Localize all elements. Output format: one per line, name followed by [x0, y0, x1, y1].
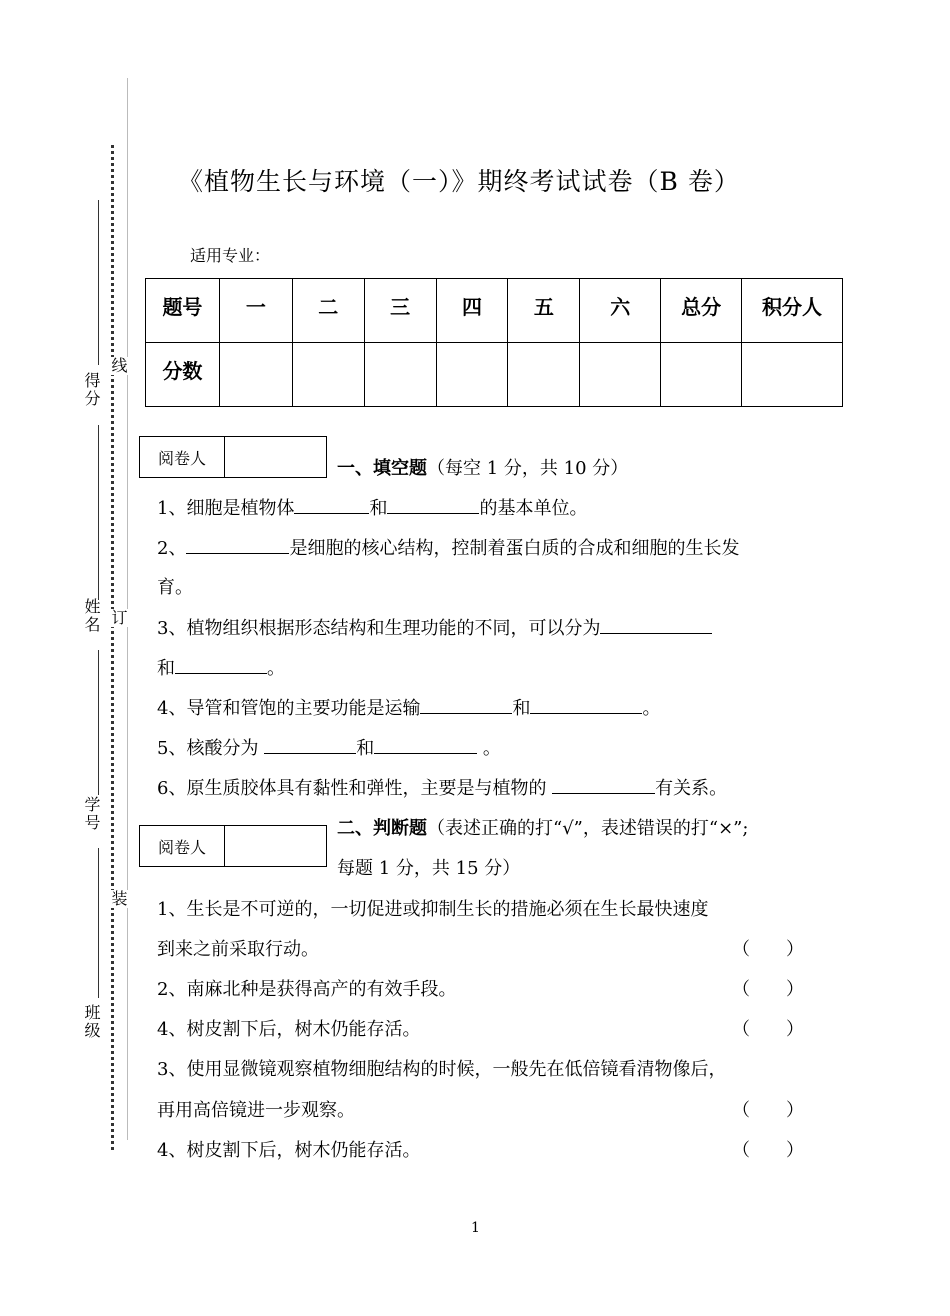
question-6	[157, 774, 727, 800]
reviewer-blank	[225, 826, 326, 866]
page-title: 《植物生长与环境（一）》期终考试试卷（B 卷）	[178, 167, 740, 196]
score-cell	[219, 343, 292, 407]
judgement-item-1-cont: 到来之前采取行动。	[157, 939, 319, 960]
question-3-cont	[157, 654, 285, 680]
judgement-item-3: 4、树皮割下后，树木仍能存活。	[157, 1019, 421, 1040]
score-table-header-row	[146, 279, 843, 343]
judgement-item-5: 4、树皮割下后，树木仍能存活。	[157, 1140, 421, 1161]
question-text: 3、植物组织根据形态结构和生理功能的不同，可以分为	[157, 618, 601, 639]
table-header-cell: 二	[292, 279, 364, 343]
question-text: 。	[477, 738, 501, 759]
question-text: 是细胞的核心结构，控制着蛋白质的合成和细胞的生长发	[289, 538, 740, 559]
question-2-cont: 育。	[157, 577, 193, 598]
section-2-title: 二、判断题	[337, 818, 427, 839]
question-1	[157, 494, 587, 520]
reviewer-label: 阅卷人	[140, 437, 225, 477]
table-header-cell: 五	[508, 279, 580, 343]
question-text: 的基本单位。	[479, 498, 588, 519]
score-cell	[436, 343, 508, 407]
score-table	[145, 278, 843, 407]
score-cell	[508, 343, 580, 407]
answer-blank	[530, 695, 642, 714]
answer-parentheses: （ ）	[732, 979, 804, 1000]
reviewer-blank	[225, 437, 326, 477]
reviewer-label: 阅卷人	[140, 826, 225, 866]
question-text: 2、	[157, 538, 187, 559]
question-text: 1、细胞是植物体	[157, 498, 295, 519]
judgement-item-1: 1、生长是不可逆的，一切促进或抑制生长的措施必须在生长最快速度	[157, 899, 709, 920]
answer-parentheses: （ ）	[732, 1019, 804, 1040]
question-text: 。	[642, 698, 661, 719]
section-1-title: 一、填空题	[337, 458, 427, 479]
section-1-heading	[337, 454, 628, 480]
binding-dotted-line	[111, 145, 114, 1150]
line-margin-label: 线	[109, 357, 128, 375]
score-table-score-row	[146, 343, 843, 407]
question-5	[157, 734, 501, 760]
question-3	[157, 614, 712, 640]
question-4	[157, 694, 660, 720]
staple-margin-label: 订	[109, 609, 128, 627]
table-header-cell: 一	[219, 279, 292, 343]
student-id-margin-label: 学号	[82, 796, 101, 832]
binding-segment	[98, 425, 99, 600]
binding-segment	[98, 200, 99, 365]
answer-parentheses: （ ）	[732, 1140, 804, 1161]
bind-margin-label: 装	[109, 890, 128, 908]
question-text: 和	[369, 498, 388, 519]
binding-segment	[98, 848, 99, 998]
question-text: 有关系。	[655, 778, 728, 799]
judgement-item-4: 3、使用显微镜观察植物细胞结构的时候，一般先在低倍镜看清物像后，	[157, 1059, 727, 1080]
question-text: 和	[356, 738, 375, 759]
binding-segment	[98, 650, 99, 795]
table-header-cell: 四	[436, 279, 508, 343]
section-2-note-cont: 每题 1 分，共 15 分）	[337, 858, 521, 879]
reviewer-box	[139, 436, 327, 478]
question-text: 6、原生质胶体具有黏性和弹性，主要是与植物的	[157, 778, 553, 799]
score-cell	[580, 343, 661, 407]
answer-parentheses: （ ）	[732, 939, 804, 960]
table-header-cell: 题号	[146, 279, 220, 343]
answer-blank	[420, 695, 512, 714]
question-2	[157, 534, 739, 560]
answer-blank	[294, 495, 369, 514]
table-header-cell: 总分	[661, 279, 742, 343]
table-header-cell: 三	[364, 279, 436, 343]
question-text: 5、核酸分为	[157, 738, 265, 759]
reviewer-box	[139, 825, 327, 867]
table-header-cell: 六	[580, 279, 661, 343]
judgement-item-4-cont: 再用高倍镜进一步观察。	[157, 1100, 355, 1121]
answer-blank	[186, 535, 289, 554]
score-margin-label: 得分	[82, 372, 101, 408]
score-cell	[292, 343, 364, 407]
score-cell	[364, 343, 436, 407]
page-number: 1	[471, 1220, 480, 1236]
table-header-cell: 积分人	[742, 279, 843, 343]
question-text: 和	[512, 698, 531, 719]
section-2-heading	[337, 814, 748, 840]
question-text: 4、导管和管饱的主要功能是运输	[157, 698, 421, 719]
answer-parentheses: （ ）	[732, 1100, 804, 1121]
section-1-note: （每空 1 分，共 10 分）	[427, 458, 629, 479]
answer-blank	[175, 655, 267, 674]
answer-blank	[387, 495, 479, 514]
question-text: 和	[157, 658, 175, 679]
answer-blank	[264, 735, 356, 754]
class-margin-label: 班级	[82, 1004, 101, 1040]
section-2-note: （表述正确的打“√”，表述错误的打“×”;	[427, 818, 749, 839]
name-margin-label: 姓名	[82, 598, 101, 634]
judgement-item-2: 2、南麻北种是获得高产的有效手段。	[157, 979, 457, 1000]
answer-blank	[374, 735, 477, 754]
answer-blank	[552, 775, 655, 794]
answer-blank	[600, 615, 712, 634]
table-row-label: 分数	[146, 343, 220, 407]
major-label: 适用专业：	[190, 246, 271, 265]
question-text: 。	[267, 658, 285, 679]
score-cell	[742, 343, 843, 407]
score-cell	[661, 343, 742, 407]
